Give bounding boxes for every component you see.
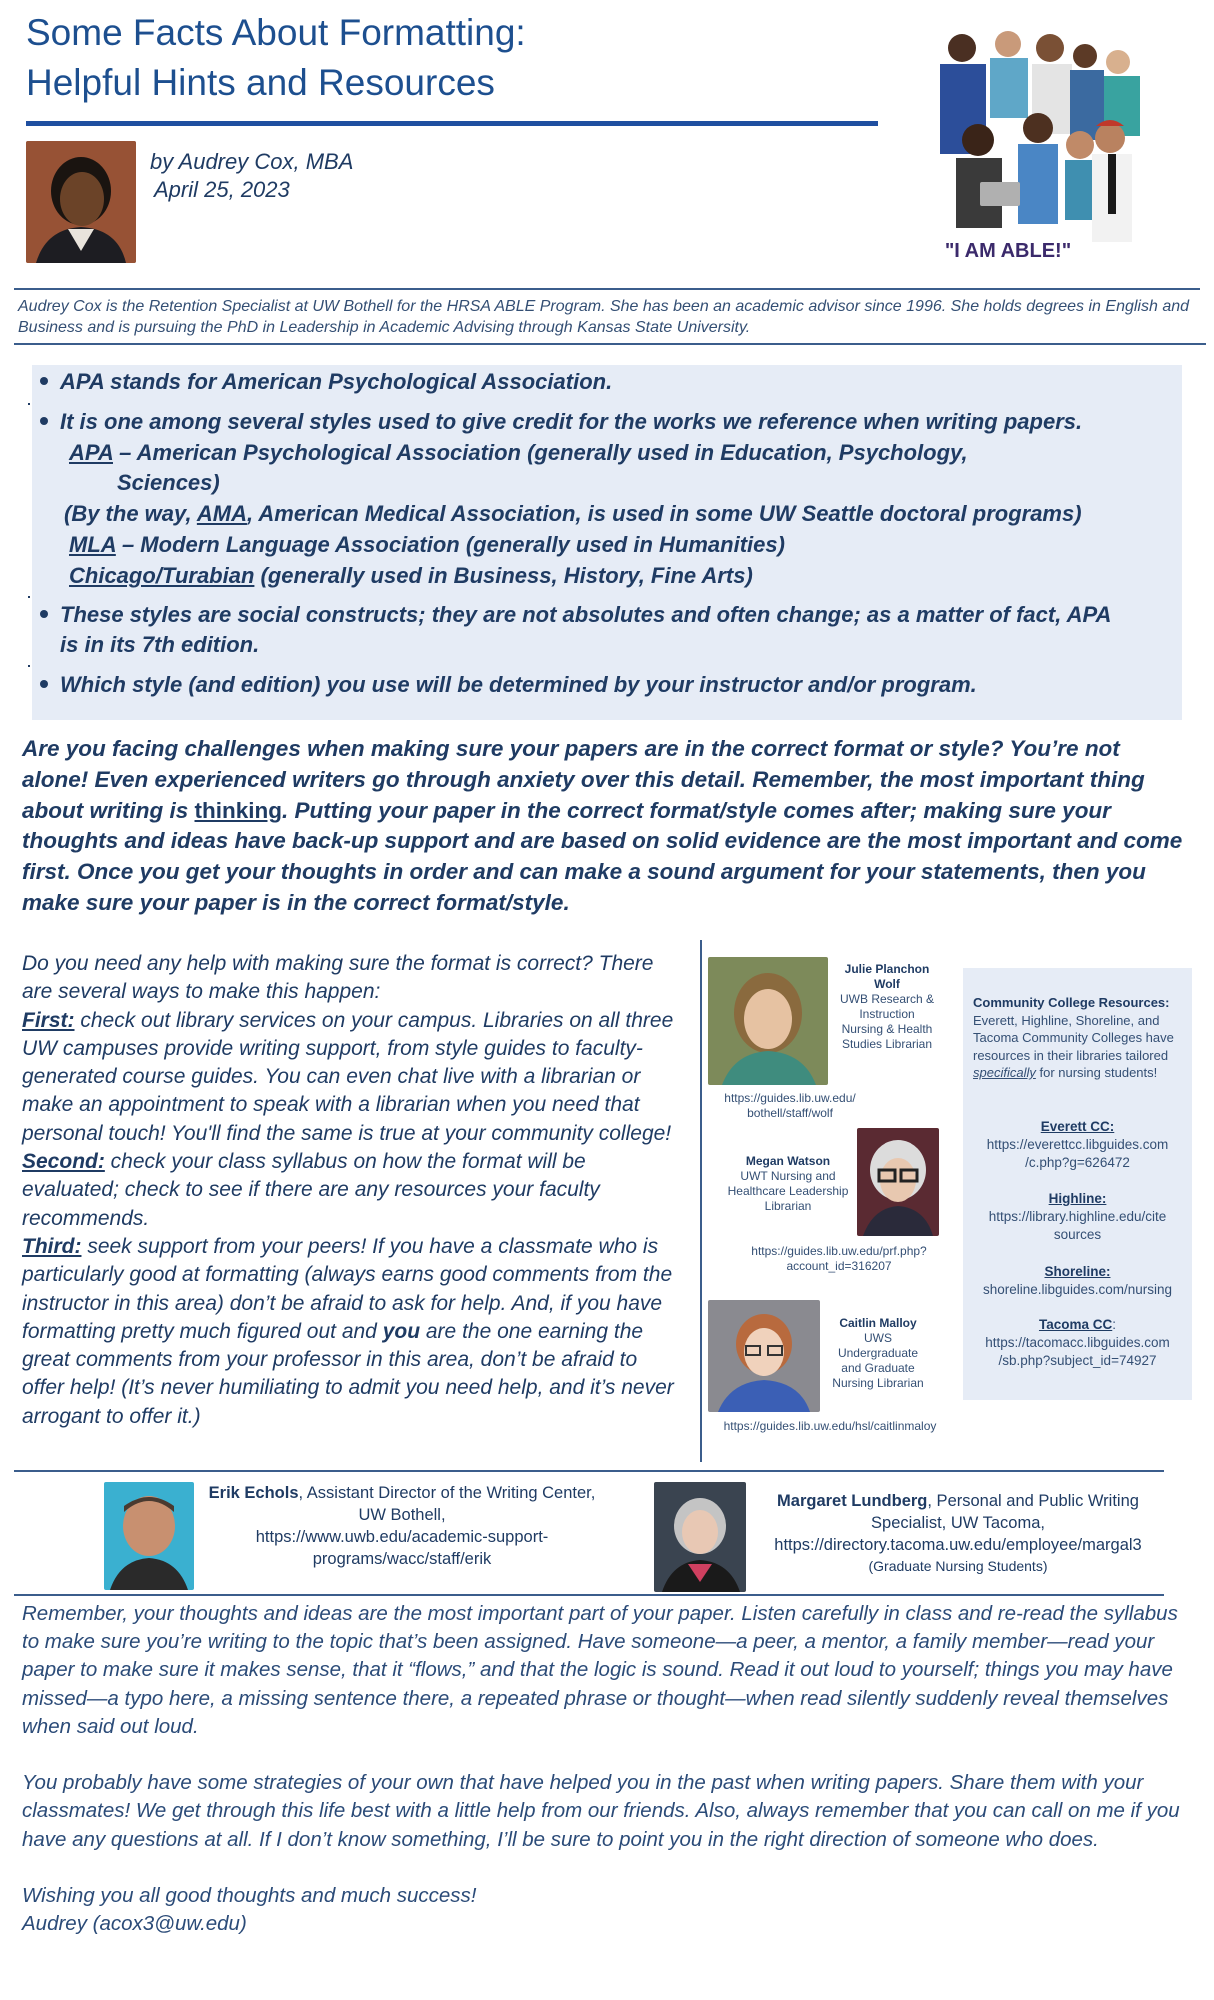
community-emphasis: specifically — [973, 1065, 1036, 1080]
byline — [150, 148, 353, 204]
title-line-1: Some Facts About Formatting: — [26, 12, 526, 53]
second-text: check your class syllabus on how the format will be evaluated; check to see if there are any resources your faculty recommends. — [22, 1150, 600, 1230]
intro-paragraph — [22, 734, 1192, 919]
author-bio: Audrey Cox is the Retention Specialist at UW Bothell for the HRSA ABLE Program. She has been an academic advisor since 1996. She holds degrees in English and Business and is pursuing the PhD in Leadership in Academic Advising through Kansas State University. — [18, 298, 1190, 336]
sign-off-wish: Wishing you all good thoughts and much success! — [22, 1884, 477, 1907]
librarian-photo-malloy — [708, 1300, 820, 1412]
bio-bottom-rule — [14, 343, 1206, 345]
librarian-card-malloy — [826, 1316, 930, 1391]
librarian-role-line: Healthcare Leadership — [727, 1184, 849, 1198]
librarian-role-line: UWT Nursing and — [740, 1169, 836, 1183]
librarian-photo-wolf — [708, 957, 828, 1085]
hero-caption: "I AM ABLE!" — [944, 240, 1072, 262]
ama-line — [64, 499, 1082, 529]
bullet-text: APA stands for American Psychological Association. — [60, 369, 613, 394]
bullet-text: It is one among several styles used to give credit for the works we reference when writing papers. — [60, 409, 1083, 434]
apa-link[interactable]: APA — [69, 440, 113, 465]
staff-url-cont[interactable]: programs/wacc/staff/erik — [312, 1550, 492, 1568]
staff-photo-lundberg — [654, 1482, 746, 1592]
mla-description: – Modern Language Association (generally used in Humanities) — [115, 532, 785, 557]
third-text-b: are the one earning the great comments from your professor in this area, don’t be afraid to offer help! (It’s never humiliating to admit you need help, and it’s never arrogant to offer it.) — [22, 1319, 674, 1428]
librarian-name: Caitlin Malloy — [839, 1316, 917, 1330]
ama-link[interactable]: AMA — [196, 501, 247, 526]
staff-campus: UW Bothell, — [358, 1506, 446, 1524]
first-label: First: — [22, 1008, 75, 1032]
librarian-role-line: UWS — [864, 1331, 892, 1345]
url-line: account_id=316207 — [786, 1259, 892, 1273]
help-lead: Do you need any help with making sure the format is correct? There are several ways to make this happen: — [22, 952, 654, 1004]
closing-section — [22, 1600, 1192, 1938]
librarian-url-watson[interactable] — [734, 1244, 944, 1274]
college-tacoma[interactable] — [963, 1316, 1192, 1370]
closing-paragraph-2: You probably have some strategies of your own that have helped you in the past when writing papers. Share them with your classmates! We get through this life best with a little help from our friends. Also, always remember that you can call on me if you have any questions at all. If I don’t know something, I’ll be sure to point you in the right direction of someone who does. — [22, 1771, 1180, 1851]
staff-url[interactable]: https://www.uwb.edu/academic-support- — [255, 1528, 549, 1546]
apa-bullet-3-cont: is in its 7th edition. — [60, 632, 260, 657]
college-name: Highline: — [1048, 1191, 1107, 1206]
intro-text-a: Are you facing challenges when making sure your papers are in the correct format or style? You’re not alone! Even experienced writers go through anxiety over this detail. Remember, the most important thing about writing is — [22, 736, 1145, 823]
staff-audience: (Graduate Nursing Students) — [868, 1558, 1048, 1574]
college-url: https://tacomacc.libguides.com — [985, 1335, 1170, 1350]
librarian-role-line: Instruction — [859, 1007, 915, 1021]
staff-campus: Specialist, UW Tacoma, — [871, 1514, 1045, 1532]
librarian-role-line: Librarian — [764, 1199, 812, 1213]
apa-line-cont: Sciences) — [117, 470, 220, 495]
college-url: /sb.php?subject_id=74927 — [998, 1353, 1157, 1368]
college-url: /c.php?g=626472 — [1025, 1155, 1130, 1170]
staff-url[interactable]: https://directory.tacoma.uw.edu/employee/margal3 — [774, 1536, 1142, 1554]
librarian-card-wolf — [832, 962, 942, 1052]
thinking-emphasis: thinking — [194, 797, 282, 823]
bullet-icon — [40, 417, 48, 425]
hero-illustration — [920, 20, 1150, 265]
librarian-name: Megan Watson — [745, 1154, 831, 1168]
sign-off — [22, 1882, 1192, 1938]
url-line: https://guides.lib.uw.edu/hsl/caitlinmaloy — [723, 1419, 937, 1433]
closing-paragraph-1: Remember, your thoughts and ideas are the most important part of your paper. Listen carefully in class and re-read the syllabus to make sure you’re writing to the topic that’s been assigned. Have someone—a peer, a mentor, a family member—read your paper to make sure it makes sense, that it “flows,” and that the logic is sound. Read it out loud to yourself; things you may have missed—a typo here, a missing sentence there, a repeated phrase or thought—when read silently suddenly reveal themselves when said out loud. — [22, 1602, 1178, 1738]
college-url: https://everettcc.libguides.com — [986, 1137, 1169, 1152]
staff-top-rule — [14, 1470, 1164, 1472]
publish-date: April 25, 2023 — [154, 177, 290, 202]
column-divider — [700, 940, 702, 1462]
college-shoreline[interactable] — [963, 1263, 1192, 1299]
bullet-text: Which style (and edition) you use will be determined by your instructor and/or program. — [60, 672, 977, 697]
page-title — [26, 8, 526, 108]
bio-top-rule — [14, 288, 1200, 290]
author-name: by Audrey Cox, MBA — [150, 149, 354, 174]
url-line: https://guides.lib.uw.edu/ — [724, 1091, 856, 1105]
marker-dot — [28, 403, 30, 405]
mla-line — [69, 530, 785, 560]
staff-name: Margaret Lundberg — [777, 1492, 928, 1510]
apa-bullet-1 — [40, 367, 612, 397]
librarian-card-watson — [724, 1154, 852, 1214]
college-name: Everett CC: — [1040, 1119, 1115, 1134]
librarian-name: Julie Planchon — [844, 962, 930, 976]
apa-bullet-4 — [40, 670, 977, 700]
second-label: Second: — [22, 1150, 105, 1174]
apa-bullet-3 — [40, 600, 1111, 630]
college-name: Shoreline: — [1044, 1264, 1111, 1279]
apa-bullet-2 — [40, 407, 1082, 437]
college-name: Tacoma CC — [1038, 1317, 1113, 1332]
college-url: sources — [1053, 1227, 1102, 1242]
url-line: bothell/staff/wolf — [747, 1106, 833, 1120]
community-desc-b: for nursing students! — [1035, 1065, 1158, 1080]
third-text-a: seek support from your peers! If you have a classmate who is particularly good at formatting (always earns good comments from the instructor in this area) don’t be afraid to ask for help. And, if you have formatting pretty much figured out and — [22, 1234, 673, 1343]
community-desc-a: Everett, Highline, Shoreline, and Tacoma Community Colleges have resources in their libraries tailored — [973, 1012, 1174, 1063]
author-photo — [26, 141, 136, 263]
community-description — [973, 994, 1185, 1082]
ama-prefix: (By the way, — [64, 501, 197, 526]
librarian-role-line: UWB Research & — [839, 992, 935, 1006]
staff-card-echols — [196, 1482, 608, 1570]
marker-dot — [28, 665, 30, 667]
librarian-role-line: Undergraduate — [837, 1346, 919, 1360]
bullet-icon — [40, 680, 48, 688]
staff-name: Erik Echols — [208, 1484, 299, 1502]
staff-bottom-rule — [14, 1594, 1164, 1596]
title-line-2: Helpful Hints and Resources — [26, 62, 495, 103]
librarian-role-line: Nursing Librarian — [832, 1376, 924, 1390]
staff-photo-echols — [104, 1482, 194, 1590]
librarian-photo-watson — [857, 1128, 939, 1236]
ama-description: , American Medical Association, is used in some UW Seattle doctoral programs) — [246, 501, 1082, 526]
college-name-suffix: : — [1112, 1317, 1117, 1332]
you-emphasis: you — [382, 1319, 421, 1343]
third-label: Third: — [22, 1234, 82, 1258]
librarian-role-line: and Graduate — [841, 1361, 915, 1375]
college-url: https://library.highline.edu/cite — [988, 1209, 1167, 1224]
mla-link[interactable]: MLA — [69, 532, 116, 557]
college-highline[interactable] — [963, 1190, 1192, 1244]
librarian-role-line: Studies Librarian — [841, 1037, 933, 1051]
community-title: Community College Resources: — [973, 995, 1170, 1010]
chicago-line — [69, 561, 753, 591]
staff-role: , Personal and Public Writing — [927, 1492, 1139, 1510]
librarian-url-wolf[interactable] — [704, 1091, 876, 1121]
chicago-link[interactable]: Chicago/Turabian — [69, 563, 255, 588]
title-divider — [26, 121, 878, 126]
first-text: check out library services on your campus. Libraries on all three UW campuses provide writing support, from style guides to faculty-generated course guides. You can even chat live with a librarian or make an appointment to speak with a librarian when you need that personal touch! You'll find the same is true at your community college! — [22, 1008, 674, 1145]
url-line: https://guides.lib.uw.edu/prf.php? — [751, 1244, 927, 1258]
college-everett[interactable] — [963, 1118, 1192, 1172]
apa-line — [69, 438, 968, 468]
intro-text-b: . Putting your paper in the correct format/style comes after; making sure your thoughts and ideas have back-up support and are based on solid evidence are the most important and come first. Once you get your thoughts in order and can make a sound argument for your statements, then you make sure your paper is in the correct format/style. — [22, 797, 1183, 915]
librarian-url-malloy[interactable] — [700, 1419, 960, 1434]
apa-description: – American Psychological Association (generally used in Education, Psychology, — [113, 440, 968, 465]
bullet-icon — [40, 377, 48, 385]
college-url: shoreline.libguides.com/nursing — [982, 1282, 1173, 1297]
staff-card-lundberg — [748, 1490, 1168, 1576]
bullet-text: These styles are social constructs; they are not absolutes and often change; as a matter of fact, APA — [60, 602, 1112, 627]
help-paragraph — [22, 950, 682, 1431]
sign-off-signature[interactable]: Audrey (acox3@uw.edu) — [22, 1912, 247, 1936]
librarian-name-cont: Wolf — [874, 977, 900, 991]
chicago-description: (generally used in Business, History, Fine Arts) — [254, 563, 753, 588]
marker-dot — [28, 596, 30, 598]
community-college-box — [963, 968, 1192, 1400]
librarian-role-line: Nursing & Health — [841, 1022, 933, 1036]
staff-role: , Assistant Director of the Writing Center, — [298, 1484, 596, 1502]
bullet-icon — [40, 610, 48, 618]
